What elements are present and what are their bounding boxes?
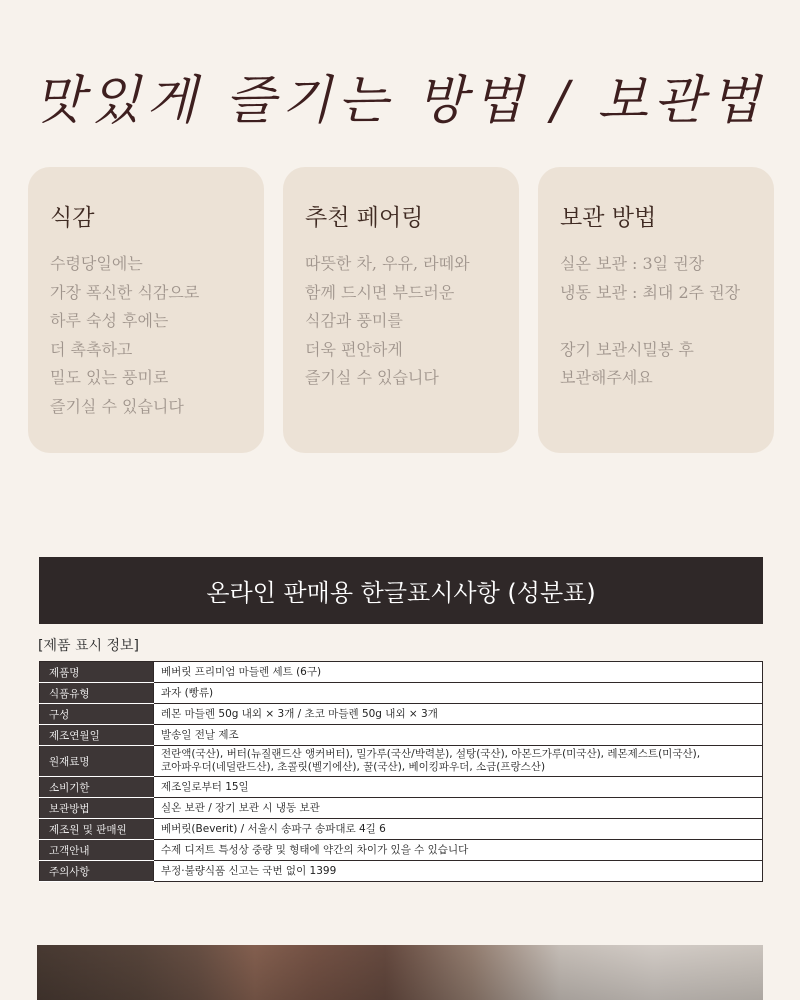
row-key: 제조원 및 판매원 [40, 819, 154, 840]
product-info-table [39, 661, 763, 882]
row-key: 주의사항 [40, 861, 154, 882]
card-line: 함께 드시면 부드러운 [305, 282, 455, 302]
photo-shade [37, 945, 763, 1000]
row-value-line: 코아파우더(네덜란드산), 초콜릿(벨기에산), 꿀(국산), 베이킹파우더, 소금(프랑스산) [161, 761, 546, 773]
row-value: 실온 보관 / 장기 보관 시 냉동 보관 [154, 798, 763, 819]
card-line: 더 촉촉하고 [50, 339, 133, 359]
tips-cards [28, 167, 774, 453]
card-line: 즐기실 수 있습니다 [305, 368, 439, 387]
table-row [40, 861, 763, 882]
card-line [305, 393, 497, 422]
table-row [40, 777, 763, 798]
row-value [154, 746, 763, 777]
card-line: 보관해주세요 [560, 368, 653, 387]
row-value: 베버릿 프리미엄 마들렌 세트 (6구) [154, 662, 763, 683]
card-line: 냉동 보관 : 최대 2주 권장 [560, 282, 741, 302]
card-line: 실온 보관 : 3일 권장 [560, 254, 705, 273]
table-row [40, 746, 763, 777]
row-key: 소비기한 [40, 777, 154, 798]
card-line: 더욱 편안하게 [305, 339, 403, 359]
row-value: 제조일로부터 15일 [154, 777, 763, 798]
table-row [40, 819, 763, 840]
card-line: 하루 숙성 후에는 [50, 311, 169, 330]
card-line: 식감과 풍미를 [305, 311, 403, 330]
card-line [560, 307, 752, 336]
card-line: 밀도 있는 풍미로 [50, 368, 169, 387]
table-row [40, 683, 763, 704]
table-row [40, 840, 763, 861]
card-title: 보관 방법 [560, 205, 657, 231]
card-title: 식감 [50, 205, 95, 231]
label-banner: 온라인 판매용 한글표시사항 (성분표) [39, 557, 763, 624]
page-title: 맛있게 즐기는 방법 / 보관법 [33, 71, 767, 131]
card-line: 수령당일에는 [50, 254, 143, 273]
row-value-line: 전란액(국산), 버터(뉴질랜드산 앵커버터), 밀가루(국산/박력분), 설탕(국산), 아몬드가루(미국산), 레몬제스트(미국산), [161, 748, 701, 760]
row-key: 제품명 [40, 662, 154, 683]
row-key: 식품유형 [40, 683, 154, 704]
row-key: 원재료명 [40, 746, 154, 777]
table-row [40, 798, 763, 819]
card-title: 추천 페어링 [305, 205, 424, 231]
row-key: 보관방법 [40, 798, 154, 819]
row-value: 수제 디저트 특성상 중량 및 형태에 약간의 차이가 있을 수 있습니다 [154, 840, 763, 861]
card-line [560, 393, 752, 422]
card-storage [538, 167, 774, 453]
row-value: 부정·불량식품 신고는 국번 없이 1399 [154, 861, 763, 882]
table-row [40, 662, 763, 683]
card-pairing [283, 167, 519, 453]
info-heading: [제품 표시 정보] [38, 638, 139, 654]
table-row [40, 704, 763, 725]
row-value: 과자 (빵류) [154, 683, 763, 704]
row-value: 레몬 마들렌 50g 내외 × 3개 / 초코 마들렌 50g 내외 × 3개 [154, 704, 763, 725]
card-line: 장기 보관시밀봉 후 [560, 339, 694, 359]
card-line: 가장 폭신한 식감으로 [50, 282, 200, 302]
row-value: 발송일 전날 제조 [154, 725, 763, 746]
row-value: 베버릿(Beverit) / 서울시 송파구 송파대로 4길 6 [154, 819, 763, 840]
card-line: 즐기실 수 있습니다 [50, 396, 184, 416]
row-key: 제조연월일 [40, 725, 154, 746]
card-texture [28, 167, 264, 453]
product-photo [37, 945, 763, 1000]
row-key: 고객안내 [40, 840, 154, 861]
table-row [40, 725, 763, 746]
row-key: 구성 [40, 704, 154, 725]
card-line: 따뜻한 차, 우유, 라떼와 [305, 254, 470, 273]
